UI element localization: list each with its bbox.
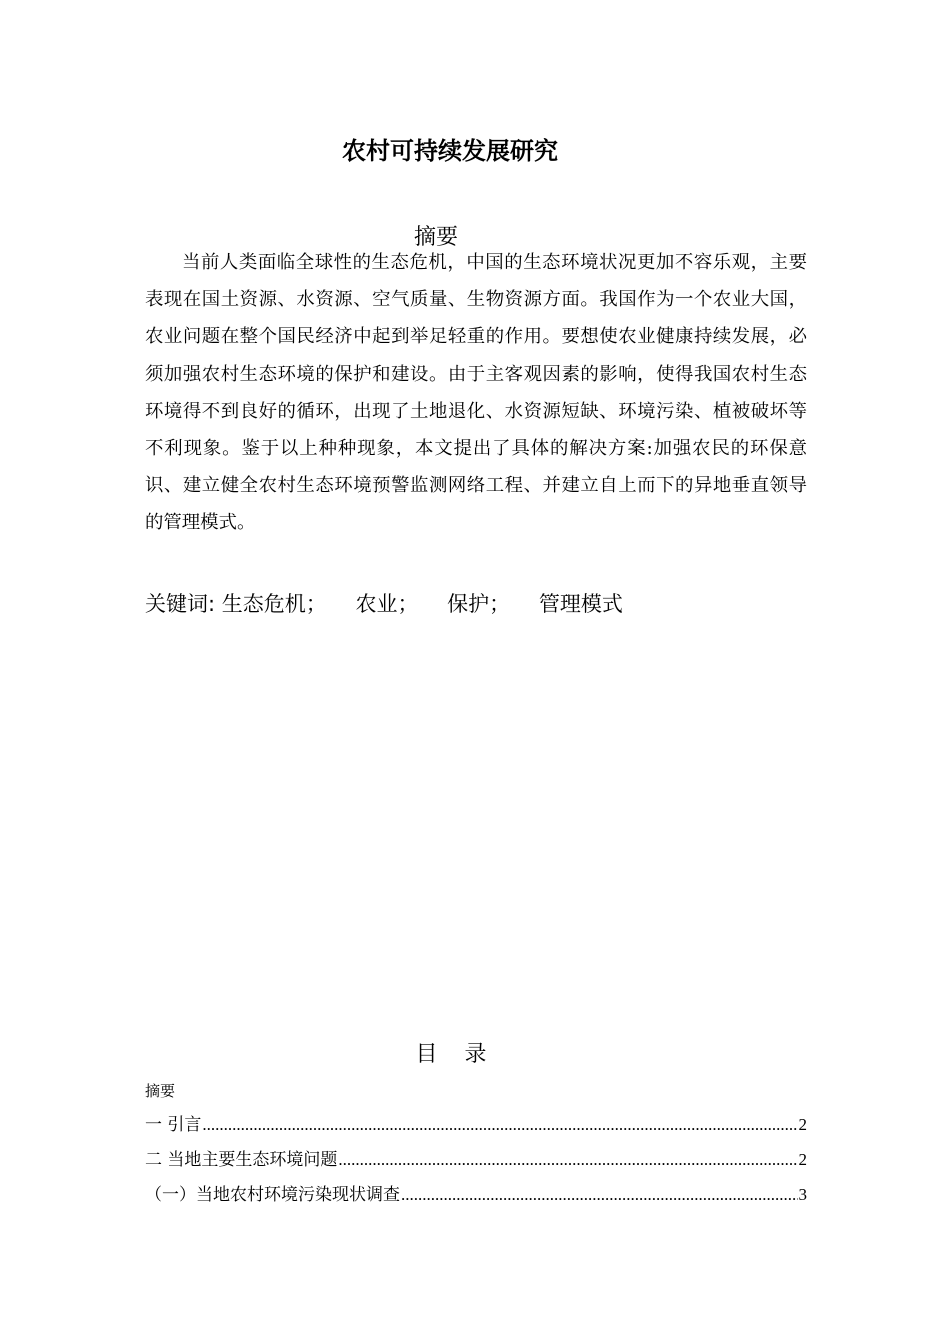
keywords-line [145, 588, 807, 618]
toc-entry[interactable] [145, 1145, 807, 1180]
toc-entry-label: （一）当地农村环境污染现状调查 [145, 1185, 400, 1205]
keyword-item: 管理模式 [538, 592, 623, 616]
toc-dot-leader [338, 1150, 797, 1170]
abstract-heading: 摘要 [413, 225, 458, 250]
toc-entry[interactable] [145, 1180, 807, 1215]
keywords-label: 关键词: [145, 592, 216, 616]
keyword-item: 生态危机； [221, 592, 327, 616]
toc-entry-label: 一 引言 [145, 1115, 202, 1135]
toc-list [145, 1110, 807, 1215]
toc-dot-leader [202, 1115, 797, 1135]
toc-entry-label: 二 当地主要生态环境问题 [145, 1150, 338, 1170]
keyword-item: 农业； [355, 592, 419, 616]
abstract-body: 当前人类面临全球性的生态危机，中国的生态环境状况更加不容乐观，主要表现在国土资源、水资源、空气质量、生物资源方面。我国作为一个农业大国，农业问题在整个国民经济中起到举足轻重的作用。要想使农业健康持续发展，必须加强农村生态环境的保护和建设。由于主客观因素的影响，使得我国农村生态环境得不到良好的循环，出现了土地退化、水资源短缺、环境污染、植被破坏等不利现象。鉴于以上种种现象，本文提出了具体的解决方案:加强农民的环保意识、建立健全农村生态环境预警监测网络工程、并建立自上而下的异地垂直领导的管理模式。 [145, 252, 807, 534]
document-title: 农村可持续发展研究 [342, 136, 558, 165]
toc-entry-abstract[interactable]: 摘要 [145, 1082, 176, 1100]
toc-dot-leader [401, 1185, 798, 1205]
toc-entry-page: 2 [798, 1115, 807, 1134]
toc-entry[interactable] [145, 1110, 807, 1145]
toc-entry-page: 2 [798, 1150, 807, 1169]
toc-entry-page: 3 [798, 1185, 807, 1204]
toc-heading: 目 录 [415, 1042, 497, 1067]
keyword-item: 保护； [447, 592, 511, 616]
